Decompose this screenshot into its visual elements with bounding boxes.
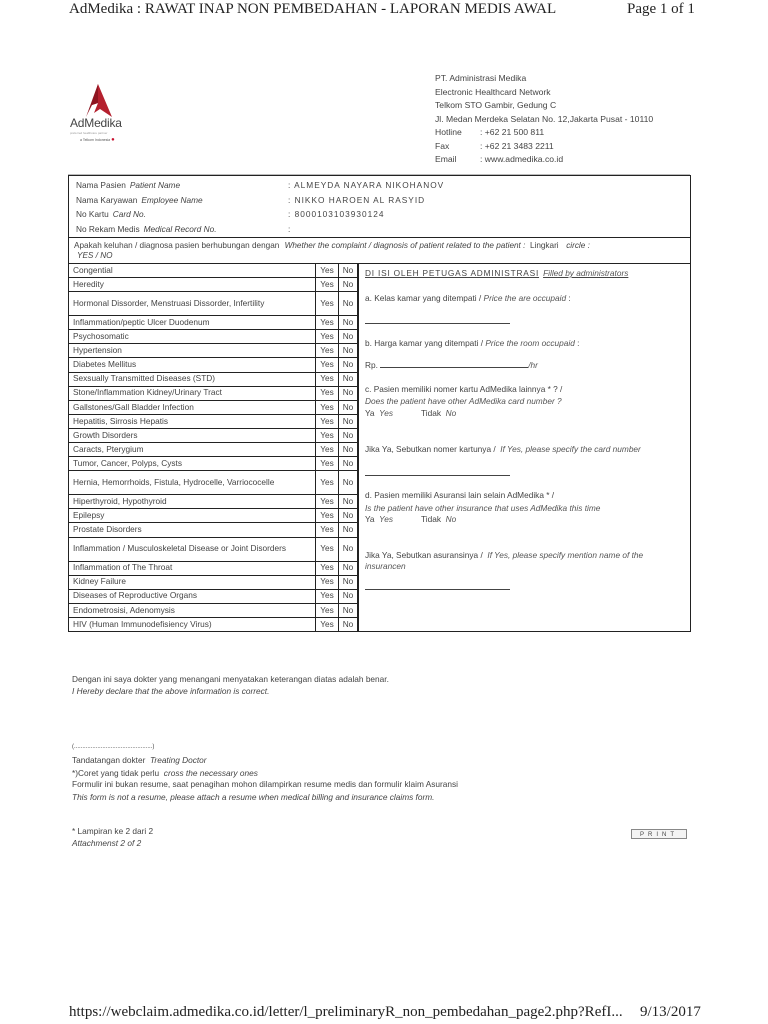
diagnosis-no-option[interactable]: No	[339, 575, 358, 589]
medical-record-value: :	[288, 223, 292, 234]
diagnosis-row	[69, 330, 358, 344]
diagnosis-row	[69, 589, 358, 603]
diagnosis-no-option[interactable]: No	[339, 372, 358, 386]
cross-note: *)Coret yang tidak perlu cross the necessary ones	[72, 768, 258, 778]
resume-note: Formulir ini bukan resume, saat penagihan mohon dilampirkan resume medis dan formulir klaim Asuransi	[72, 779, 458, 789]
diagnosis-row	[69, 575, 358, 589]
diagnosis-no-option[interactable]: No	[339, 400, 358, 414]
diagnosis-yes-option[interactable]: Yes	[316, 414, 339, 428]
room-class-field[interactable]	[365, 316, 510, 326]
diagnosis-name: Diabetes Mellitus	[69, 358, 316, 372]
diagnosis-yes-option[interactable]: Yes	[316, 537, 339, 561]
diagnosis-no-option[interactable]: No	[339, 537, 358, 561]
card-number-value: : 8000103103930124	[288, 209, 385, 219]
diagnosis-row	[69, 292, 358, 316]
print-date: 9/13/2017	[640, 1004, 701, 1020]
diagnosis-name: Endometrosisi, Adenomysis	[69, 603, 316, 617]
diagnosis-yes-option[interactable]: Yes	[316, 603, 339, 617]
diagnosis-no-option[interactable]: No	[339, 523, 358, 537]
company-building: Telkom STO Gambir, Gedung C	[435, 100, 557, 110]
resume-note-en: This form is not a resume, please attach a resume when medical billing and insurance claims form.	[72, 792, 435, 802]
form-body	[69, 264, 690, 631]
signature-line: (...............................................)	[72, 744, 155, 750]
diagnosis-yes-option[interactable]: Yes	[316, 292, 339, 316]
medical-record-row: No Rekam Medis Medical Record No. :	[69, 222, 690, 237]
diagnosis-name: Hypertension	[69, 344, 316, 358]
diagnosis-name: Hernia, Hemorrhoids, Fistula, Hydrocelle, Varriococelle	[69, 471, 316, 495]
diagnosis-name: Growth Disorders	[69, 428, 316, 442]
diagnosis-yes-option[interactable]: Yes	[316, 330, 339, 344]
diagnosis-yes-option[interactable]: Yes	[316, 278, 339, 292]
diagnosis-name: Hepatitis, Sirrosis Hepatis	[69, 414, 316, 428]
diagnosis-row	[69, 400, 358, 414]
diagnosis-row	[69, 344, 358, 358]
diagnosis-row	[69, 617, 358, 631]
room-price-field[interactable]: Rp. /hr	[365, 360, 538, 370]
diagnosis-row	[69, 561, 358, 575]
diagnosis-no-option[interactable]: No	[339, 603, 358, 617]
medical-report-form	[68, 175, 691, 632]
diagnosis-row	[69, 428, 358, 442]
diagnosis-row	[69, 603, 358, 617]
employee-name-value: : NIKKO HAROEN AL RASYID	[288, 194, 426, 205]
diagnosis-name: Prostate Disorders	[69, 523, 316, 537]
company-network: Electronic Healthcard Network	[435, 86, 551, 97]
other-card-number-field[interactable]	[365, 468, 510, 478]
diagnosis-name: Inflammation of The Throat	[69, 561, 316, 575]
other-insurance-question-en: Is the patient have other insurance that uses AdMedika this time	[365, 503, 601, 513]
page-number: Page 1 of 1	[627, 1, 695, 17]
other-insurance-specify: Jika Ya, Sebutkan asuransinya / If Yes, please specify mention name of the insurancen	[365, 550, 644, 571]
diagnosis-no-option[interactable]: No	[339, 457, 358, 471]
logo-parent: a Telkom Indonesia ●	[80, 137, 115, 143]
diagnosis-row	[69, 372, 358, 386]
signature-label: Tandatangan dokter Treating Doctor	[72, 755, 207, 765]
diagnosis-name: Diseases of Reproductive Organs	[69, 589, 316, 603]
company-hotline: Hotline : +62 21 500 811	[435, 127, 545, 137]
diagnosis-yes-option[interactable]: Yes	[316, 372, 339, 386]
diagnosis-name: Stone/Inflammation Kidney/Urinary Tract	[69, 386, 316, 400]
diagnosis-question: Apakah keluhan / diagnosa pasien berhubungan dengan Whether the complaint / diagnosis of patient related to the patient : Lingkari circle : YES / NO	[69, 238, 690, 264]
company-email: Email : www.admedika.co.id	[435, 154, 564, 164]
diagnosis-row	[69, 457, 358, 471]
diagnosis-yes-option[interactable]: Yes	[316, 443, 339, 457]
company-fax: Fax : +62 21 3483 2211	[435, 140, 554, 151]
diagnosis-yes-option[interactable]: Yes	[316, 509, 339, 523]
diagnosis-no-option[interactable]: No	[339, 386, 358, 400]
room-price-label: b. Harga kamar yang ditempati / Price the room occupaid :	[365, 338, 580, 348]
diagnosis-name: Gallstones/Gall Bladder Infection	[69, 400, 316, 414]
diagnosis-yes-option[interactable]: Yes	[316, 617, 339, 631]
diagnosis-row	[69, 495, 358, 509]
diagnosis-yes-option[interactable]: Yes	[316, 428, 339, 442]
diagnosis-row	[69, 316, 358, 330]
diagnosis-no-option[interactable]: No	[339, 292, 358, 316]
diagnosis-name: Hiperthyroid, Hypothyroid	[69, 495, 316, 509]
diagnosis-yes-option[interactable]: Yes	[316, 561, 339, 575]
diagnosis-name: HIV (Human Immunodefisiency Virus)	[69, 617, 316, 631]
card-number-row: No Kartu Card No. : 8000103103930124	[69, 207, 690, 222]
diagnosis-table	[69, 264, 358, 631]
diagnosis-name: Kidney Failure	[69, 575, 316, 589]
diagnosis-name: Inflammation / Musculoskeletal Disease or Joint Disorders	[69, 537, 316, 561]
diagnosis-no-option[interactable]: No	[339, 278, 358, 292]
diagnosis-no-option[interactable]: No	[339, 495, 358, 509]
diagnosis-yes-option[interactable]: Yes	[316, 523, 339, 537]
admedika-a-icon	[78, 83, 118, 119]
diagnosis-yes-option[interactable]: Yes	[316, 358, 339, 372]
telkom-icon: ●	[111, 137, 115, 143]
diagnosis-no-option[interactable]: No	[339, 509, 358, 523]
print-button[interactable]: PRINT	[631, 829, 687, 839]
diagnosis-row	[69, 264, 358, 278]
diagnosis-row	[69, 537, 358, 561]
diagnosis-name: Sexsually Transmitted Diseases (STD)	[69, 372, 316, 386]
diagnosis-row	[69, 358, 358, 372]
diagnosis-no-option[interactable]: No	[339, 414, 358, 428]
diagnosis-name: Epilepsy	[69, 509, 316, 523]
patient-name-value: : ALMEYDA NAYARA NIKOHANOV	[288, 180, 445, 190]
diagnosis-no-option[interactable]: No	[339, 330, 358, 344]
logo-tagline: preferred healthcare partner	[70, 131, 108, 135]
diagnosis-no-option[interactable]: No	[339, 589, 358, 603]
diagnosis-name: Tumor, Cancer, Polyps, Cysts	[69, 457, 316, 471]
document-title: AdMedika : RAWAT INAP NON PEMBEDAHAN - LAPORAN MEDIS AWAL	[69, 1, 557, 17]
logo-brand: AdMedika	[70, 116, 122, 130]
other-card-question: c. Pasien memiliki nomer kartu AdMedika lainnya * ? /	[365, 384, 563, 394]
diagnosis-no-option[interactable]: No	[339, 428, 358, 442]
diagnosis-no-option[interactable]: No	[339, 344, 358, 358]
diagnosis-yes-option[interactable]: Yes	[316, 386, 339, 400]
diagnosis-name: Inflammation/peptic Ulcer Duodenum	[69, 316, 316, 330]
diagnosis-no-option[interactable]: No	[339, 443, 358, 457]
diagnosis-name: Congential	[69, 264, 316, 278]
print-header	[0, 0, 768, 24]
diagnosis-no-option[interactable]: No	[339, 471, 358, 495]
diagnosis-row	[69, 471, 358, 495]
patient-name-row: Nama Pasien Patient Name : ALMEYDA NAYARA NIKOHANOV	[69, 178, 690, 193]
diagnosis-name: Heredity	[69, 278, 316, 292]
diagnosis-yes-option[interactable]: Yes	[316, 495, 339, 509]
diagnosis-no-option[interactable]: No	[339, 617, 358, 631]
company-address: Jl. Medan Merdeka Selatan No. 12,Jakarta Pusat - 10110	[435, 113, 654, 124]
company-name: PT. Administrasi Medika	[435, 73, 527, 83]
diagnosis-name: Caracts, Pterygium	[69, 443, 316, 457]
other-insurance-name-field[interactable]	[365, 582, 510, 592]
room-class-label: a. Kelas kamar yang ditempati / Price the are occupaid :	[365, 293, 571, 303]
other-card-question-en: Does the patient have other AdMedika card number ?	[365, 396, 562, 406]
diagnosis-row	[69, 414, 358, 428]
patient-info	[69, 176, 690, 238]
diagnosis-yes-option[interactable]: Yes	[316, 316, 339, 330]
diagnosis-no-option[interactable]: No	[339, 561, 358, 575]
other-card-options[interactable]: Ya Yes Tidak No	[365, 408, 457, 418]
diagnosis-yes-option[interactable]: Yes	[316, 264, 339, 278]
diagnosis-row	[69, 523, 358, 537]
diagnosis-yes-option[interactable]: Yes	[316, 471, 339, 495]
admin-section	[358, 264, 690, 631]
diagnosis-yes-option[interactable]: Yes	[316, 344, 339, 358]
attachment-info: * Lampiran ke 2 dari 2 Attachmenst 2 of 2	[72, 826, 154, 848]
diagnosis-yes-option[interactable]: Yes	[316, 457, 339, 471]
doctor-declaration: Dengan ini saya dokter yang menangani menyatakan keterangan diatas adalah benar. I Hereby declare that the above information is correct.	[72, 674, 389, 696]
diagnosis-row	[69, 386, 358, 400]
other-card-specify: Jika Ya, Sebutkan nomer kartunya / If Yes, please specify the card number	[365, 444, 641, 454]
page-url: https://webclaim.admedika.co.id/letter/l_preliminaryR_non_pembedahan_page2.php?RefI...	[69, 1004, 623, 1020]
diagnosis-yes-option[interactable]: Yes	[316, 575, 339, 589]
diagnosis-row	[69, 509, 358, 523]
company-info	[435, 72, 653, 167]
diagnosis-no-option[interactable]: No	[339, 358, 358, 372]
diagnosis-name: Hormonal Dissorder, Menstruasi Dissorder, Infertility	[69, 292, 316, 316]
diagnosis-row	[69, 443, 358, 457]
admedika-logo	[66, 83, 132, 153]
admin-heading: DI ISI OLEH PETUGAS ADMINISTRASI Filled by administrators	[365, 268, 629, 278]
diagnosis-row	[69, 278, 358, 292]
diagnosis-name: Psychosomatic	[69, 330, 316, 344]
other-insurance-question: d. Pasien memiliki Asuransi lain selain AdMedika * /	[365, 490, 555, 500]
employee-name-row: Nama Karyawan Employee Name : NIKKO HAROEN AL RASYID	[69, 193, 690, 208]
signature-block	[72, 741, 458, 804]
diagnosis-no-option[interactable]: No	[339, 264, 358, 278]
diagnosis-yes-option[interactable]: Yes	[316, 589, 339, 603]
diagnosis-no-option[interactable]: No	[339, 316, 358, 330]
other-insurance-options[interactable]: Ya Yes Tidak No	[365, 514, 457, 524]
diagnosis-yes-option[interactable]: Yes	[316, 400, 339, 414]
